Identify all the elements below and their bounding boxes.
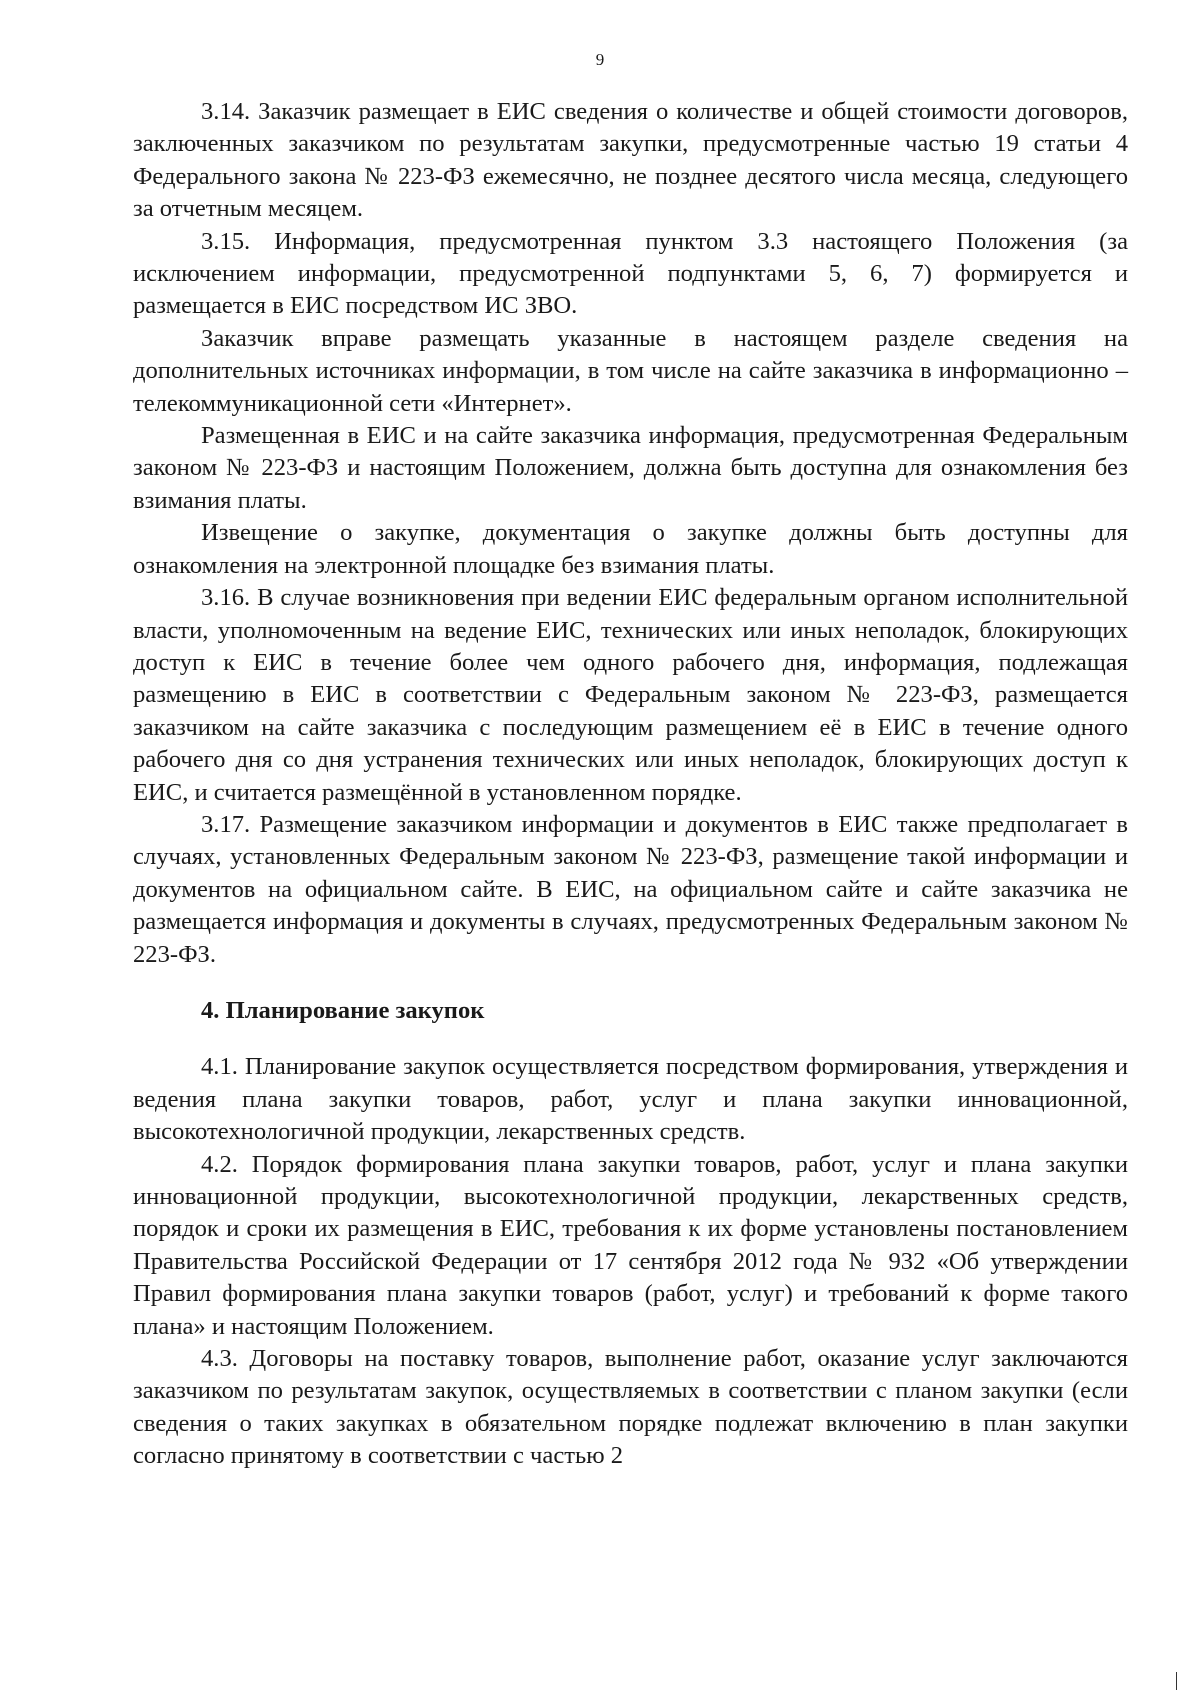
paragraph-free-access: Размещенная в ЕИС и на сайте заказчика информация, предусмотренная Федеральным законом № 223-ФЗ и настоящим Положением, должна быть доступна для ознакомления без взимания платы. <box>133 422 1128 514</box>
paragraph-4-3: 4.3. Договоры на поставку товаров, выполнение работ, оказание услуг заключаются заказчиком по результатам закупок, осуществляемых в соответствии с планом закупки (если сведения о таких закупках в обязательном порядке подлежат включению в план закупки согласно принятому в соответствии с частью 2 <box>133 1345 1128 1470</box>
paragraph-4-2: 4.2. Порядок формирования плана закупки товаров, работ, услуг и плана закупки инновационной продукции, высокотехнологичной продукции, лекарственных средств, порядок и сроки их размещения в ЕИС, требования к их форме установлены постановлением Правительства Российской Федерации от 17 сентября 2012 года № 932 «Об утверждении Правил формирования плана закупки товаров (работ, услуг) и требований к форме такого плана» и настоящим Положением. <box>133 1150 1128 1340</box>
paragraph-notice-access: Извещение о закупке, документация о закупке должны быть доступны для ознакомления на электронной площадке без взимания платы. <box>133 519 1128 579</box>
page-number: 9 <box>595 50 605 69</box>
paragraph-3-16: 3.16. В случае возникновения при ведении ЕИС федеральным органом исполнительной власти, уполномоченным на ведение ЕИС, технических или иных неполадок, блокирующих доступ к ЕИС в течение более чем одного рабочего дня, информация, подлежащая размещению в ЕИС в соответствии с Федеральным законом № 223-ФЗ, размещается заказчиком на сайте заказчика с последующим размещением её в ЕИС в течение одного рабочего дня со дня устранения технических или иных неполадок, блокирующих доступ к ЕИС, и считается размещённой в установленном порядке. <box>133 584 1128 806</box>
paragraph-3-14: 3.14. Заказчик размещает в ЕИС сведения о количестве и общей стоимости договоров, заключенных заказчиком по результатам закупки, предусмотренные частью 19 статьи 4 Федерального закона № 223-ФЗ ежемесячно, не позднее десятого числа месяца, следующего за отчетным месяцем. <box>133 98 1128 223</box>
paragraph-additional-sources: Заказчик вправе размещать указанные в настоящем разделе сведения на дополнительных источниках информации, в том числе на сайте заказчика в информационно – телекоммуникационной сети «Интернет». <box>133 324 1128 417</box>
paragraph-3-15: 3.15. Информация, предусмотренная пунктом 3.3 настоящего Положения (за исключением информации, предусмотренной подпунктами 5, 6, 7) формируется и размещается в ЕИС посредством ИС ЗВО. <box>133 227 1128 320</box>
section-heading: 4. Планирование закупок <box>201 996 485 1024</box>
paragraph-4-1: 4.1. Планирование закупок осуществляется посредством формирования, утверждения и ведения плана закупки товаров, работ, услуг и плана закупки инновационной, высокотехнологичной продукции, лекарственных средств. <box>133 1053 1128 1146</box>
paragraph-3-17: 3.17. Размещение заказчиком информации и документов в ЕИС также предполагает в случаях, установленных Федеральным законом № 223-ФЗ, размещение такой информации и документов на официальном сайте. В ЕИС, на официальном сайте и сайте заказчика не размещается информация и документы в случаях, предусмотренных Федеральным законом № 223-ФЗ. <box>133 810 1128 968</box>
document-body <box>133 96 1128 1473</box>
scan-edge-mark <box>1176 1672 1177 1690</box>
